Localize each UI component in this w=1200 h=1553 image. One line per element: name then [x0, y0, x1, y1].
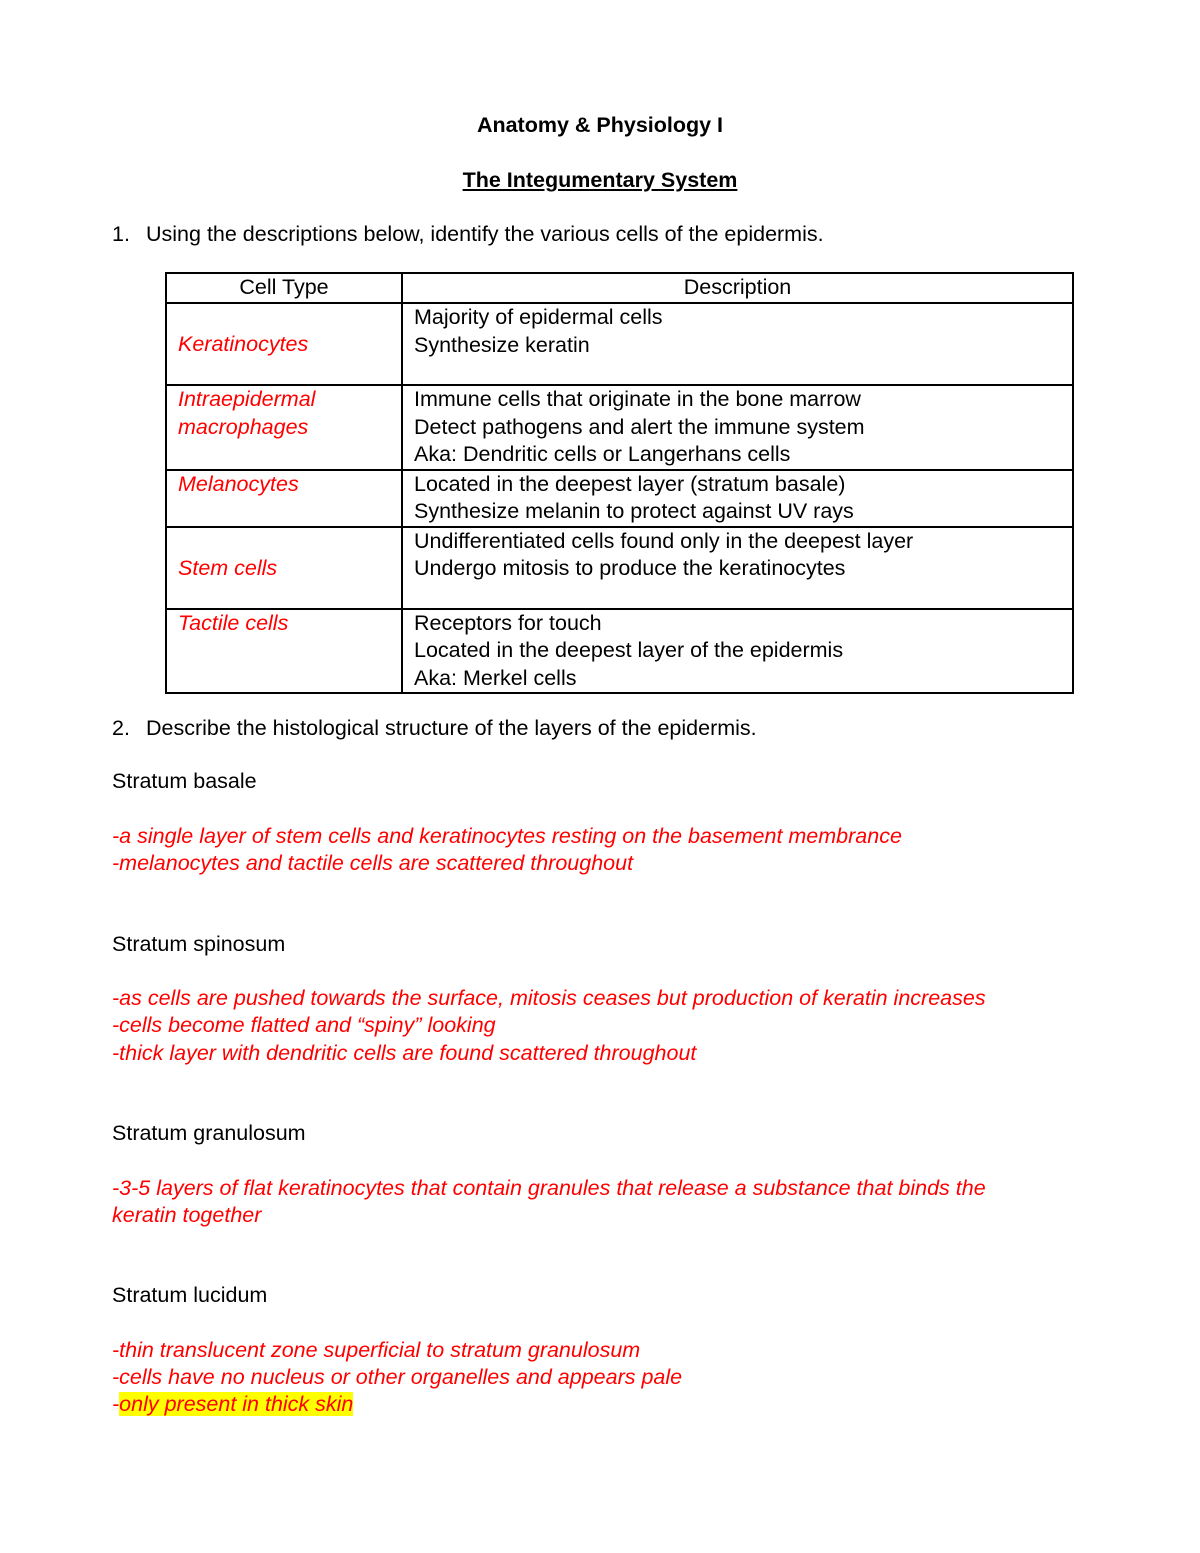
answer-line: -melanocytes and tactile cells are scattered throughout	[112, 851, 634, 875]
cell-type-line: Intraepidermal	[178, 387, 316, 411]
layer-heading-stratum-lucidum: Stratum lucidum	[112, 1283, 268, 1307]
layer-heading-stratum-basale: Stratum basale	[112, 769, 257, 793]
question-1-text: Using the descriptions below, identify the various cells of the epidermis.	[146, 222, 824, 246]
cell-type-stem-cells: Stem cells	[166, 527, 402, 609]
description-line: Synthesize keratin	[414, 332, 590, 357]
layer-heading-stratum-spinosum: Stratum spinosum	[112, 932, 286, 956]
description-melanocytes	[402, 470, 1073, 527]
description-stem-cells	[402, 527, 1073, 609]
cell-type-tactile-cells: Tactile cells	[166, 609, 402, 694]
description-intraepidermal-macrophages	[402, 385, 1073, 470]
column-header-description: Description	[402, 273, 1073, 303]
table-row	[166, 385, 1073, 470]
description-line: Detect pathogens and alert the immune system	[414, 414, 865, 439]
cell-type-line: macrophages	[178, 414, 309, 439]
question-2-text: Describe the histological structure of the layers of the epidermis.	[146, 716, 757, 740]
answer-line: -cells become flatted and “spiny” looking	[112, 1013, 496, 1037]
highlighted-answer-line	[112, 1391, 353, 1419]
answer-line: -as cells are pushed towards the surface, mitosis ceases but production of keratin increases	[112, 986, 986, 1010]
description-line: Synthesize melanin to protect against UV rays	[414, 499, 854, 523]
description-line: Aka: Dendritic cells or Langerhans cells	[414, 442, 791, 466]
column-header-cell-type: Cell Type	[166, 273, 402, 303]
question-1-number: 1.	[112, 222, 130, 246]
cell-type-intraepidermal-macrophages	[166, 385, 402, 470]
description-tactile-cells	[402, 609, 1073, 694]
table-row	[166, 527, 1073, 609]
table-header-row	[166, 273, 1073, 303]
description-line: Located in the deepest layer (stratum basale)	[414, 471, 846, 496]
description-line: Receptors for touch	[414, 610, 602, 635]
table-row	[166, 303, 1073, 385]
highlighted-answer: only present in thick skin	[119, 1392, 354, 1416]
cell-type-melanocytes: Melanocytes	[166, 470, 402, 527]
cell-types-table	[165, 272, 1074, 694]
answer-line: keratin together	[112, 1203, 262, 1227]
layer-heading-stratum-granulosum: Stratum granulosum	[112, 1121, 306, 1145]
answer-line: -a single layer of stem cells and keratinocytes resting on the basement membrance	[112, 824, 902, 848]
description-line: Located in the deepest layer of the epidermis	[414, 638, 844, 662]
description-line: Majority of epidermal cells	[414, 305, 663, 329]
table-row	[166, 470, 1073, 527]
answer-line: -thick layer with dendritic cells are found scattered throughout	[112, 1041, 697, 1065]
unit-title: The Integumentary System	[462, 168, 738, 192]
description-line: Aka: Merkel cells	[414, 665, 577, 690]
answer-line: -3-5 layers of flat keratinocytes that contain granules that release a substance that binds the	[112, 1176, 986, 1200]
description-line: Undifferentiated cells found only in the deepest layer	[414, 528, 914, 553]
course-title: Anatomy & Physiology I	[476, 113, 724, 137]
description-line: Undergo mitosis to produce the keratinocytes	[414, 556, 846, 580]
question-2-number: 2.	[112, 716, 130, 740]
answer-line: -cells have no nucleus or other organelles and appears pale	[112, 1365, 683, 1389]
description-keratinocytes	[402, 303, 1073, 385]
cell-type-keratinocytes: Keratinocytes	[166, 303, 402, 385]
answer-line: -thin translucent zone superficial to stratum granulosum	[112, 1338, 641, 1362]
table-row	[166, 609, 1073, 694]
description-line: Immune cells that originate in the bone marrow	[414, 387, 861, 411]
answer-prefix: -	[112, 1392, 120, 1416]
